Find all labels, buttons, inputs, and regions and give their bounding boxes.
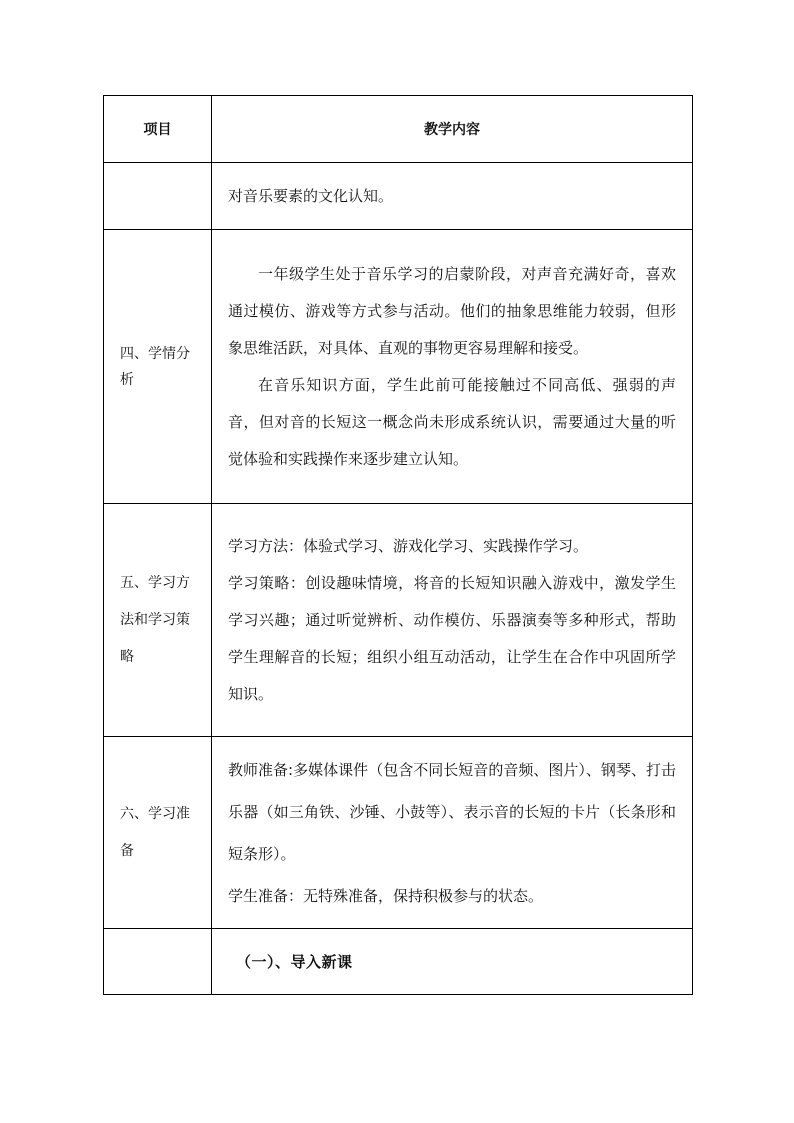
header-content-cell: 教学内容 — [212, 96, 693, 163]
table-row — [104, 230, 693, 504]
row-prep-content — [212, 737, 693, 929]
row-analysis-content — [212, 230, 693, 504]
row-intro-item — [104, 929, 212, 995]
prep-paragraph-2: 学生准备：无特殊准备，保持积极参与的状态。 — [228, 886, 544, 905]
row-strategy-item — [104, 504, 212, 737]
strategy-paragraph-1: 学习方法：体验式学习、游戏化学习、实践操作学习。 — [228, 536, 589, 555]
prep-label: 六、学习准备 — [120, 805, 190, 859]
strategy-paragraph-2: 学习策略：创设趣味情境，将音的长短知识融入游戏中，激发学生学习兴趣；通过听觉辨析、动作模仿、乐器演奏等多种形式，帮助学生理解音的长短；组织小组互动活动，让学生在合作中巩固所学知识。 — [228, 573, 676, 703]
table-row — [104, 163, 693, 230]
lesson-plan-table — [103, 95, 693, 995]
row-culture-content — [212, 163, 693, 230]
row-prep-item — [104, 737, 212, 929]
culture-text: 对音乐要素的文化认知。 — [228, 186, 394, 205]
table-row — [104, 737, 693, 929]
prep-paragraph-1: 教师准备:多媒体课件（包含不同长短音的音频、图片）、钢琴、打击乐器（如三角铁、沙锤、小鼓等）、表示音的长短的卡片（长条形和短条形）。 — [228, 760, 676, 863]
intro-heading: （一）、导入新课 — [236, 953, 353, 971]
header-item-cell: 项目 — [104, 96, 212, 163]
table-row — [104, 504, 693, 737]
analysis-paragraph-2: 在音乐知识方面，学生此前可能接触过不同高低、强弱的声音，但对音的长短这一概念尚未形成系统认识，需要通过大量的听觉体验和实践操作来逐步建立认知。 — [228, 375, 676, 468]
analysis-label: 四、学情分析 — [120, 345, 190, 388]
strategy-label: 五、学习方法和学习策略 — [120, 574, 190, 665]
table-header-row — [104, 96, 693, 163]
row-intro-content — [212, 929, 693, 995]
row-analysis-item — [104, 230, 212, 504]
row-culture-item — [104, 163, 212, 230]
analysis-paragraph-1: 一年级学生处于音乐学习的启蒙阶段，对声音充满好奇，喜欢通过模仿、游戏等方式参与活动。他们的抽象思维能力较弱，但形象思维活跃，对具体、直观的事物更容易理解和接受。 — [228, 264, 676, 357]
row-strategy-content — [212, 504, 693, 737]
table-row — [104, 929, 693, 995]
